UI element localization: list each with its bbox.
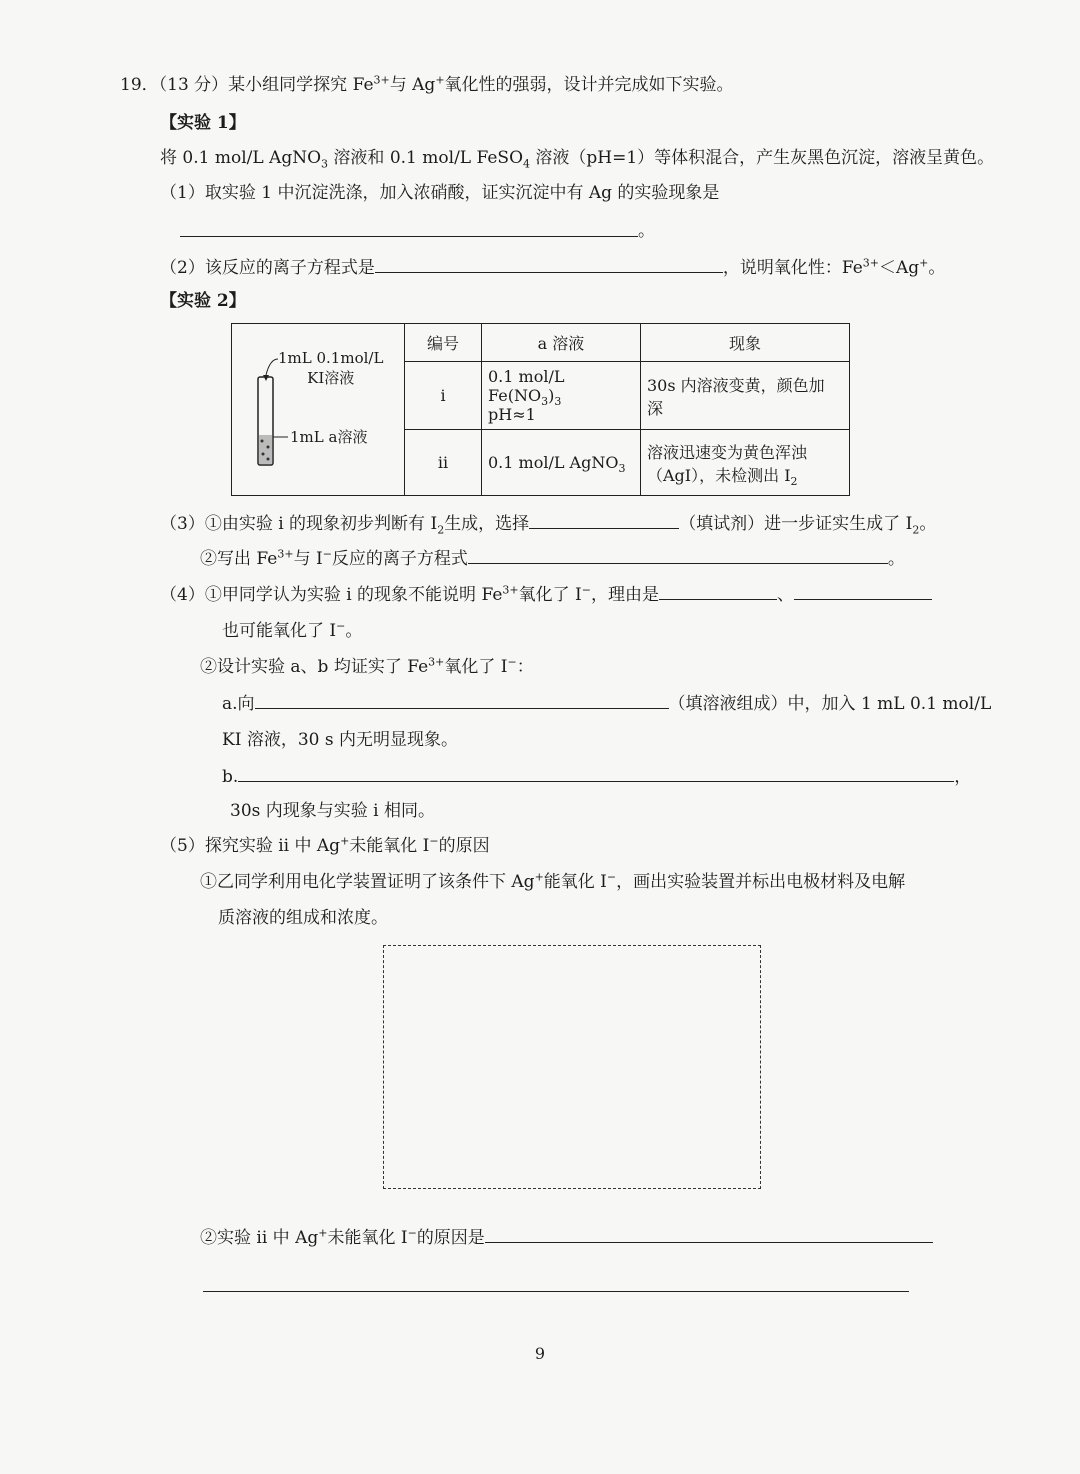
subscript: 2	[912, 523, 920, 537]
q4-text: ：	[516, 657, 534, 677]
q4-text: 也可能氧化了 I	[222, 621, 337, 641]
q4-text: 。	[345, 621, 363, 641]
row-ii-num: ii	[405, 430, 482, 496]
charge-sup: −	[336, 619, 346, 633]
subscript: 2	[790, 474, 798, 488]
subscript: 3	[618, 462, 626, 476]
q4-text: ，理由是	[590, 585, 659, 605]
charge-sup: 3+	[862, 256, 879, 270]
subscript: 3	[554, 395, 562, 409]
q3-text: 。	[919, 514, 937, 534]
row-i-solution-line2: pH≈1	[488, 405, 536, 424]
charge-sup: −	[429, 834, 439, 848]
charge-sup: 3+	[373, 73, 390, 87]
header-num: 编号	[405, 324, 482, 362]
q4-text: 氧化了 I	[518, 585, 582, 605]
question-header	[120, 74, 734, 96]
exp2-table	[231, 323, 850, 496]
charge-sup: −	[507, 655, 517, 669]
cell-text: 深	[647, 398, 664, 418]
q5-header	[160, 835, 490, 857]
cell-text: 30s 内溶液变黄，颜色加	[647, 375, 825, 395]
q3-text: ②写出 Fe	[200, 549, 278, 569]
q4-b-cont: 30s 内现象与实验 i 相同。	[230, 801, 436, 821]
row-i-phenomenon	[641, 362, 850, 430]
q5-text: 的原因是	[416, 1228, 485, 1248]
cell-text: 0.1 mol/L AgNO	[488, 453, 619, 472]
q3-text: 与 I	[293, 549, 323, 569]
subscript: 3	[541, 395, 549, 409]
q4-part1-cont	[222, 620, 362, 642]
q4-text: b.	[222, 767, 239, 787]
charge-sup: +	[919, 256, 929, 270]
q4-part1	[160, 583, 932, 606]
q3-reagent-blank[interactable]	[529, 512, 679, 529]
q4-reason-blank-1[interactable]	[659, 583, 777, 600]
q1-period: 。	[638, 221, 655, 241]
charge-sup: −	[407, 1226, 417, 1240]
q4-part2	[200, 656, 534, 678]
q5-text: 未能氧化 I	[349, 836, 430, 856]
desc-text: 溶液和 0.1 mol/L FeSO	[328, 148, 523, 168]
q3-equation-blank[interactable]	[468, 547, 888, 564]
q4-text: 氧化了 I	[444, 657, 508, 677]
q3-text: 生成，选择	[444, 514, 530, 534]
ki-label-line1: 1mL 0.1mol/L	[278, 349, 384, 367]
q5-part1	[200, 871, 905, 893]
q5-text: 未能氧化 I	[327, 1228, 408, 1248]
charge-sup: −	[581, 583, 591, 597]
q5-part2	[200, 1226, 933, 1249]
q4-a-blank[interactable]	[255, 692, 669, 709]
q5-text: 的原因	[438, 836, 490, 856]
cell-text: （AgI），未检测出 I	[647, 465, 791, 485]
q2-answer-blank[interactable]	[375, 256, 723, 273]
ki-label-line2: KI溶液	[307, 369, 355, 387]
subscript: 3	[321, 157, 329, 171]
charge-sup: +	[318, 1226, 328, 1240]
q2-tail: ，说明氧化性：Fe	[722, 258, 863, 278]
q1-answer-line[interactable]	[180, 236, 638, 237]
q4-text: a.向	[222, 694, 255, 714]
a-solution-label: 1mL a溶液	[290, 428, 368, 446]
q4-b-blank[interactable]	[238, 765, 954, 782]
charge-sup: 3+	[428, 655, 445, 669]
cell-text	[647, 463, 843, 486]
q5-part1-cont: 质溶液的组成和浓度。	[218, 908, 388, 928]
q2-tail: ＜Ag	[878, 258, 920, 278]
header-phenomenon: 现象	[641, 324, 850, 362]
cell-text: )	[548, 386, 555, 405]
q4-text: ，	[954, 767, 972, 787]
q4-text: （4）①甲同学认为实验 i 的现象不能说明 Fe	[160, 585, 503, 605]
charge-sup: −	[322, 547, 332, 561]
q4-text: ②设计实验 a、b 均证实了 Fe	[200, 657, 429, 677]
header-text: 某小组同学探究 Fe	[228, 75, 374, 95]
q3-text: 反应的离子方程式	[331, 549, 468, 569]
q5-text: （5）探究实验 ii 中 Ag	[160, 836, 341, 856]
q3-part2	[200, 547, 905, 570]
q3-text: 。	[887, 549, 905, 569]
subscript: 4	[523, 157, 530, 171]
charge-sup: +	[534, 870, 544, 884]
subscript: 2	[437, 523, 445, 537]
header-text: 与 Ag	[389, 75, 436, 95]
q4-reason-blank-2[interactable]	[794, 583, 932, 600]
drawing-area[interactable]	[383, 945, 761, 1189]
q4-b	[222, 765, 971, 788]
charge-sup: −	[606, 870, 617, 884]
q5-text: 能氧化 I	[543, 872, 607, 892]
row-i-num: i	[405, 362, 482, 430]
q2-text: （2）该反应的离子方程式是	[160, 258, 375, 278]
q5-text: ①乙同学利用电化学装置证明了该条件下 Ag	[200, 872, 535, 892]
q2-line	[160, 256, 945, 279]
q4-text: 、	[776, 585, 794, 605]
charge-sup: 3+	[277, 547, 294, 561]
charge-sup: 3+	[502, 583, 519, 597]
row-ii-phenomenon	[641, 430, 850, 496]
cell-text: 溶液迅速变为黄色浑浊	[647, 442, 808, 462]
q5-reason-line-2[interactable]	[203, 1291, 909, 1292]
q3-part1	[160, 512, 936, 535]
desc-text: 将 0.1 mol/L AgNO	[160, 148, 322, 168]
row-ii-solution	[482, 430, 641, 496]
row-i-solution	[482, 362, 641, 430]
exp1-title: 【实验 1】	[160, 113, 246, 133]
exp2-title: 【实验 2】	[160, 291, 246, 311]
header-text: 氧化性的强弱，设计并完成如下实验。	[444, 75, 734, 95]
row-i-solution-line1	[488, 367, 634, 409]
q5-text: ②实验 ii 中 Ag	[200, 1228, 319, 1248]
charge-sup: +	[340, 834, 350, 848]
header-a-solution: a 溶液	[482, 324, 641, 362]
q4-a-cont: KI 溶液，30 s 内无明显现象。	[222, 730, 458, 750]
q4-text: （填溶液组成）中，加入 1 mL 0.1 mol/L	[668, 694, 992, 714]
ki-label	[278, 348, 383, 388]
test-tube-diagram	[232, 324, 405, 496]
q5-reason-blank[interactable]	[485, 1226, 933, 1243]
charge-sup: +	[435, 73, 445, 87]
q5-text: ，画出实验装置并标出电极材料及电解	[616, 872, 906, 892]
exp1-description	[160, 147, 994, 169]
q3-text: （3）①由实验 i 的现象初步判断有 I	[160, 514, 438, 534]
desc-text: 溶液（pH=1）等体积混合，产生灰黑色沉淀，溶液呈黄色。	[530, 148, 995, 168]
question-number: 19．（13 分）	[120, 75, 229, 95]
cell-text: 0.1 mol/L Fe(NO	[488, 367, 565, 405]
q3-text: （填试剂）进一步证实生成了 I	[679, 514, 913, 534]
q1-text: （1）取实验 1 中沉淀洗涤，加入浓硝酸，证实沉淀中有 Ag 的实验现象是	[160, 183, 720, 203]
q2-tail: 。	[928, 258, 946, 278]
page-number: 9	[534, 1344, 546, 1363]
q4-a	[222, 692, 991, 715]
